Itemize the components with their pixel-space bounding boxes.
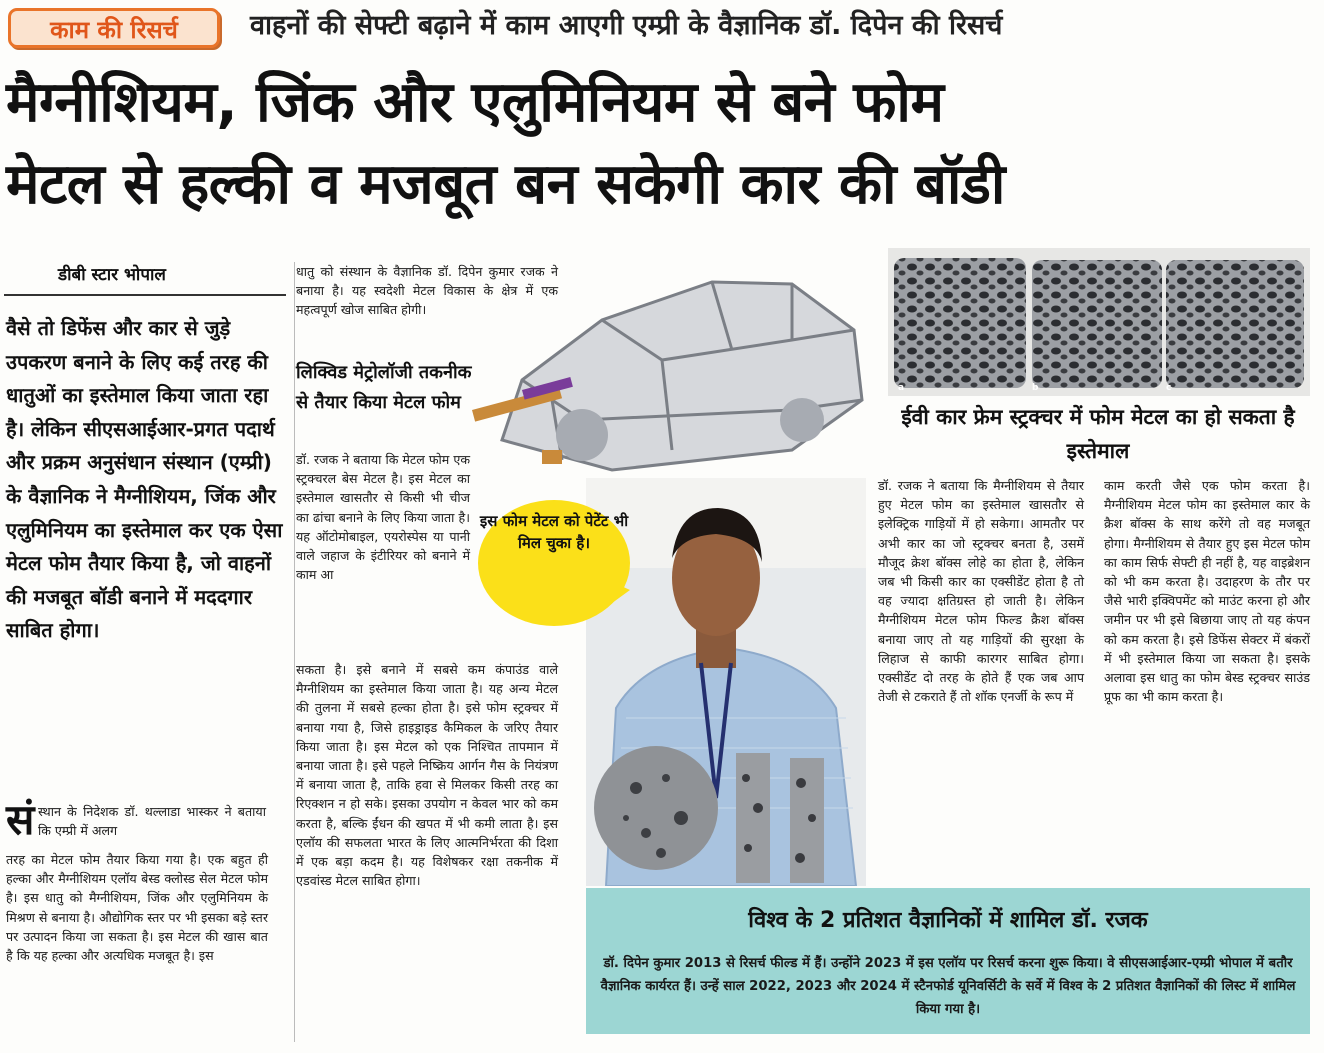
section-tag: काम की रिसर्च xyxy=(8,8,220,48)
infobox-title: विश्व के 2 प्रतिशत वैज्ञानिकों में शामिल डॉ. रजक xyxy=(748,908,1148,933)
headline-line-2: मेटल से हल्की व मजबूत बन सकेगी कार की बॉडी xyxy=(6,152,1005,217)
column2-wide: सकता है। इसे बनाने में सबसे कम कंपाउंड वाले मैग्नीशियम का इस्तेमाल किया जाता है। यह अन्य मेटल की तुलना में सबसे हल्का होता है। इसे फोम स्ट्रक्चर में बनाया गया है, जिसे हाइड्राइड कैमिकल के जरिए तैयार किया जाता है। इस मेटल को एक निश्चित तापमान में बनाया जाता है। इसे पहले निष्क्रिय आर्गन गैस के नियंत्रण में बनाया जाता है, ताकि हवा से मिलकर किसी तरह का रिएक्शन न हो सके। इसका उपयोग न केवल भार को कम करता है, बल्कि ईंधन की खपत में भी कमी लाता है। इस एलॉय की सफलता भारत के लिए आत्मनिर्भरता की दिशा में एक बड़ा कदम है। यह विशेषकर रक्षा तकनीक में एडवांस्ड मेटल साबित होगा। xyxy=(296,662,558,889)
foam-label-c: c xyxy=(1166,383,1172,393)
column2-top: धातु को संस्थान के वैज्ञानिक डॉ. दिपेन कुमार रजक ने बनाया है। यह स्वदेशी मेटल विकास के क्षेत्र में एक महत्वपूर्ण खोज साबित होगी। xyxy=(296,264,558,318)
patent-callout-bubble: इस फोम मेटल को पेटेंट भी मिल चुका है। xyxy=(478,500,630,626)
foam-caption: ईवी कार फ्रेम स्ट्रक्चर में फोम मेटल का हो सकता है इस्तेमाल xyxy=(901,405,1295,463)
kicker-headline: वाहनों की सेफ्टी बढ़ाने में काम आएगी एम्प्री के वैज्ञानिक डॉ. दिपेन की रिसर्च xyxy=(250,10,1003,41)
column2-narrow: डॉ. रजक ने बताया कि मेटल फोम एक स्ट्रक्चरल बेस मेटल है। इस मेटल का इस्तेमाल खासतौर से किसी भी चीज का ढांचा बनाने के लिए किया जाता है। यह ऑटोमोबाइल, एयरोस्पेस या पानी वाले जहाज के इंटीरियर को बनाने में काम आ xyxy=(296,452,470,583)
main-headline xyxy=(6,62,1318,226)
car-frame-image xyxy=(462,260,882,482)
column-divider xyxy=(294,262,295,1042)
foam-label-b: b xyxy=(1032,383,1039,393)
dropcap: सं xyxy=(6,795,35,844)
column3: डॉ. रजक ने बताया कि मैग्नीशियम से तैयार हुए मेटल फोम का इस्तेमाल खासतौर से इलेक्ट्रिक गाड़ियों में हो सकेगा। आमतौर पर अभी कार का जो स्ट्रक्चर बनता है, उसमें मौजूद क्रेश बॉक्स लोहे का होता है, लेकिन जब भी किसी कार का एक्सीडेंट होता है तो वह ज्यादा क्षतिग्रस्त हो जाती है। लेकिन मैग्नीशियम मेटल फोम फिल्ड क्रैश बॉक्स बनाया जाए तो यह गाड़ियों की सुरक्षा के लिहाज से काफी कारगर साबित होगा। एक्सीडेंट दो तरह के होते हैं एक जब आप तेजी से टकराते हैं तो शॉक एनर्जी के रूप में xyxy=(878,478,1084,705)
intro-paragraph: वैसे तो डिफेंस और कार से जुड़े उपकरण बनाने के लिए कई तरह की धातुओं का इस्तेमाल किया जाता रहा है। लेकिन सीएसआईआर-प्रगत पदार्थ और प्रक्रम अनुसंधान संस्थान (एम्प्री) के वैज्ञानिक ने मैग्नीशियम, जिंक और एलुमिनियम का इस्तेमाल कर एक ऐसा मेटल फोम तैयार किया है, जो वाहनों की मजबूत बॉडी बनाने में मददगार साबित होगा। xyxy=(6,316,283,643)
foam-samples-image xyxy=(888,248,1310,396)
scientist-photo xyxy=(586,478,866,886)
column1-lead: स्थान के निदेशक डॉ. थल्लाडा भास्कर ने बताया कि एम्प्री में अलग xyxy=(38,804,266,839)
subheading: लिक्विड मेट्रोलॉजी तकनीक से तैयार किया मेटल फोम xyxy=(296,362,472,413)
foam-label-a: a xyxy=(898,383,905,393)
infobox-body: डॉ. दिपेन कुमार 2013 से रिसर्च फील्ड में हैं। उन्होंने 2023 में इस एलॉय पर रिसर्च करना शुरू किया। वे सीएसआईआर-एम्प्री भोपाल में बतौर वैज्ञानिक कार्यरत हैं। उन्हें साल 2022, 2023 और 2024 में स्टैनफोर्ड यूनिवर्सिटी के सर्वे में विश्व के 2 प्रतिशत वैज्ञानिकों की लिस्ट में शामिल किया गया है। xyxy=(600,956,1296,1017)
column4: काम करती जैसे एक फोम करता है। मैग्नीशियम मेटल फोम का इस्तेमाल कार के क्रैश बॉक्स के साथ करेंगे तो वह मजबूत होगा। मैग्नीशियम से तैयार हुए इस मेटल फोम का काम सिर्फ सेफ्टी ही नहीं है, यह वाइब्रेशन को भी कम करता है। उदाहरण के तौर पर जैसे भारी इक्विपमेंट को माउंट करना हो और जमीन पर भी इसे बिछाया जाए तो यह कंपन को कम करता है। इसे डिफेंस सेक्टर में बंकरों में भी इस्तेमाल किया जा सकता है। इसके अलावा इस धातु का फोम बेस्ड स्ट्रक्चर साउंड प्रूफ का भी काम करता है। xyxy=(1104,478,1310,705)
byline-rule xyxy=(4,294,286,296)
column1-body: तरह का मेटल फोम तैयार किया गया है। एक बहुत ही हल्का और मैग्नीशियम एलॉय बेस्ड क्लोस्ड सेल मेटल फोम है। इस धातु को मैग्नीशियम, जिंक और एलुमिनियम के मिश्रण से बनाया है। औद्योगिक स्तर पर भी इसका बड़े स्तर पर उत्पादन किया जा सकता है। इस मेटल की खास बात है कि यह हल्का और अत्यधिक मजबूत है। इस xyxy=(6,852,268,964)
byline: डीबी स्टार भोपाल xyxy=(58,265,166,285)
headline-line-1: मैग्नीशियम, जिंक और एलुमिनियम से बने फोम xyxy=(6,70,944,135)
